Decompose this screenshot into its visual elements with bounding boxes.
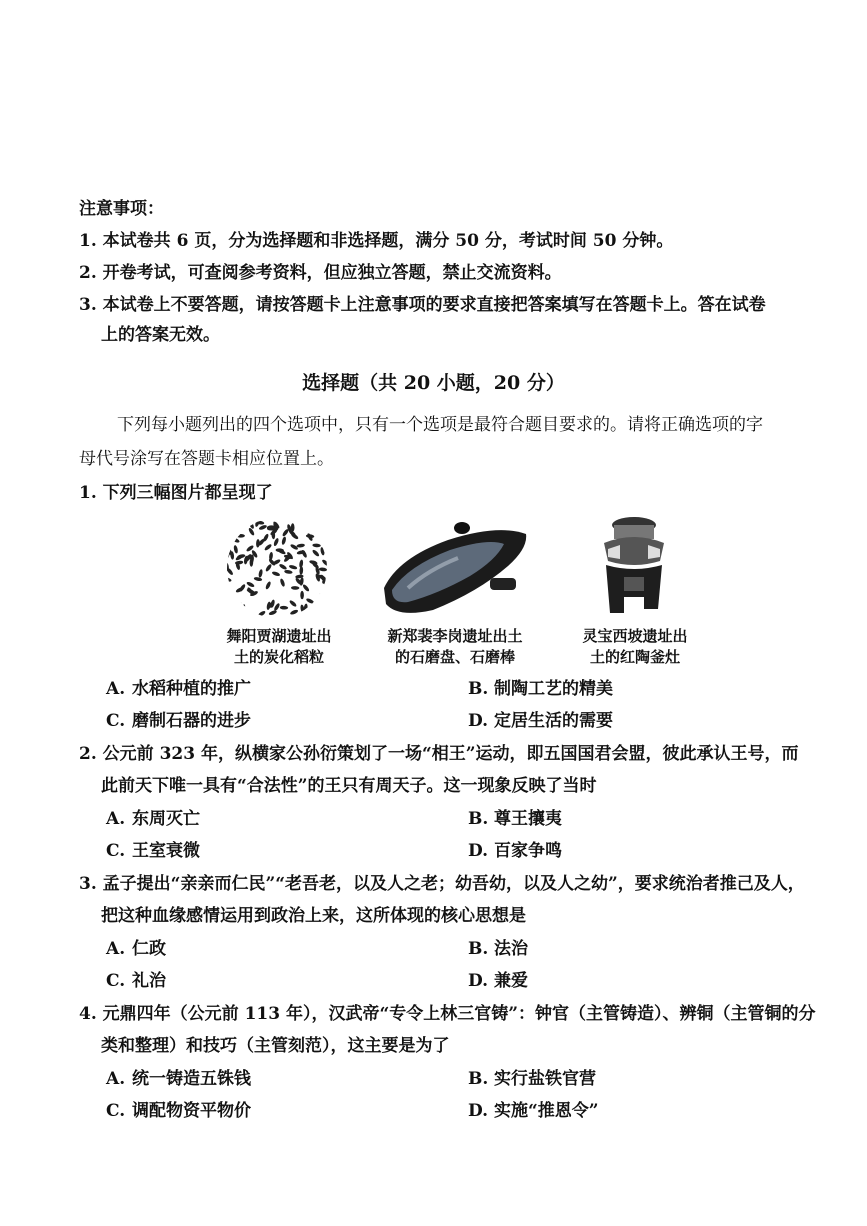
option-text: 百家争鸣 [494,841,562,861]
option-text: 东周灭亡 [132,809,200,829]
option-letter: D. [468,971,489,991]
option-text: 实行盐铁官营 [494,1069,596,1089]
option-text: 实施“推恩令” [494,1101,599,1121]
option-letter: C. [106,711,126,731]
option-letter: B. [468,679,489,699]
question-2-stem-1: 2. 公元前 323 年，纵横家公孙衍策划了一场“相王”运动，即五国国君会盟，彼此承认王号，而 [79,744,799,764]
option-letter: B. [468,939,489,959]
figure-caption-2-line-2: 的石磨盘、石磨棒 [394,648,515,666]
q2-option-b [468,808,562,830]
figure-caption-2-line-1: 新郑裴李岗遗址出土 [387,627,523,645]
option-text: 磨制石器的进步 [132,711,251,731]
question-4-stem-1: 4. 元鼎四年（公元前 113 年），汉武帝“专令上林三官铸”：钟官（主管铸造）、辨铜（主管铜的分 [79,1004,816,1024]
option-letter: C. [106,1101,126,1121]
note-item-3: 3. 本试卷上不要答题，请按答题卡上注意事项的要求直接把答案填写在答题卡上。答在试卷 [79,295,766,315]
q1-option-c [106,710,251,732]
rice-grains-image [222,515,332,621]
q3-option-a [106,938,166,960]
q2-option-c [106,840,200,862]
q1-option-a [106,678,251,700]
note-item-1: 1. 本试卷共 6 页，分为选择题和非选择题，满分 50 分，考试时间 50 分钟。 [79,231,674,251]
figure-caption-1 [194,626,364,668]
option-text: 统一铸造五铢钱 [132,1069,251,1089]
section-instruction-2: 母代号涂写在答题卡相应位置上。 [79,449,334,469]
figure-caption-3-line-1: 灵宝西坡遗址出 [582,627,688,645]
option-letter: A. [106,679,126,699]
option-letter: B. [468,809,489,829]
option-letter: C. [106,841,126,861]
option-text: 王室衰微 [132,841,200,861]
question-3-stem-1: 3. 孟子提出“亲亲而仁民”“老吾老，以及人之老；幼吾幼，以及人之幼”，要求统治者推己及人， [79,874,805,894]
option-text: 兼爱 [494,971,528,991]
option-text: 尊王攘夷 [494,809,562,829]
option-letter: B. [468,1069,489,1089]
question-4-stem-2: 类和整理）和技巧（主管刻范），这主要是为了 [101,1036,450,1056]
option-letter: D. [468,711,489,731]
section-instruction-1: 下列每小题列出的四个选项中，只有一个选项是最符合题目要求的。请将正确选项的字 [117,415,763,435]
q4-option-b [468,1068,596,1090]
option-letter: D. [468,841,489,861]
option-text: 仁政 [132,939,166,959]
option-letter: C. [106,971,126,991]
figure-caption-1-line-1: 舞阳贾湖遗址出 [226,627,332,645]
q4-option-a [106,1068,251,1090]
figure-caption-1-line-2: 土的炭化稻粒 [233,648,324,666]
millstone-image [378,518,530,618]
q3-option-c [106,970,166,992]
option-letter: D. [468,1101,489,1121]
option-text: 定居生活的需要 [494,711,613,731]
q3-option-b [468,938,528,960]
figure-caption-3-line-2: 土的红陶釜灶 [589,648,680,666]
q4-option-d [468,1100,599,1122]
figure-caption-3 [550,626,720,668]
option-text: 制陶工艺的精美 [494,679,613,699]
pottery-stove-image [594,513,672,623]
figure-caption-2 [370,626,540,668]
q3-option-d [468,970,528,992]
note-item-2: 2. 开卷考试，可查阅参考资料，但应独立答题，禁止交流资料。 [79,263,562,283]
note-item-3-cont: 上的答案无效。 [101,325,220,345]
q2-option-d [468,840,562,862]
option-letter: A. [106,1069,126,1089]
option-letter: A. [106,939,126,959]
option-text: 调配物资平物价 [132,1101,251,1121]
question-2-stem-2: 此前天下唯一具有“合法性”的王只有周天子。这一现象反映了当时 [101,776,597,796]
question-3-stem-2: 把这种血缘感情运用到政治上来，这所体现的核心思想是 [101,906,526,926]
option-text: 礼治 [132,971,166,991]
option-text: 水稻种植的推广 [132,679,251,699]
notes-heading: 注意事项： [79,199,164,219]
q2-option-a [106,808,200,830]
q1-option-d [468,710,613,732]
question-1-stem: 1. 下列三幅图片都呈现了 [79,483,273,503]
section-title: 选择题（共 20 小题，20 分） [302,372,565,394]
option-letter: A. [106,809,126,829]
q4-option-c [106,1100,251,1122]
q1-option-b [468,678,613,700]
option-text: 法治 [494,939,528,959]
